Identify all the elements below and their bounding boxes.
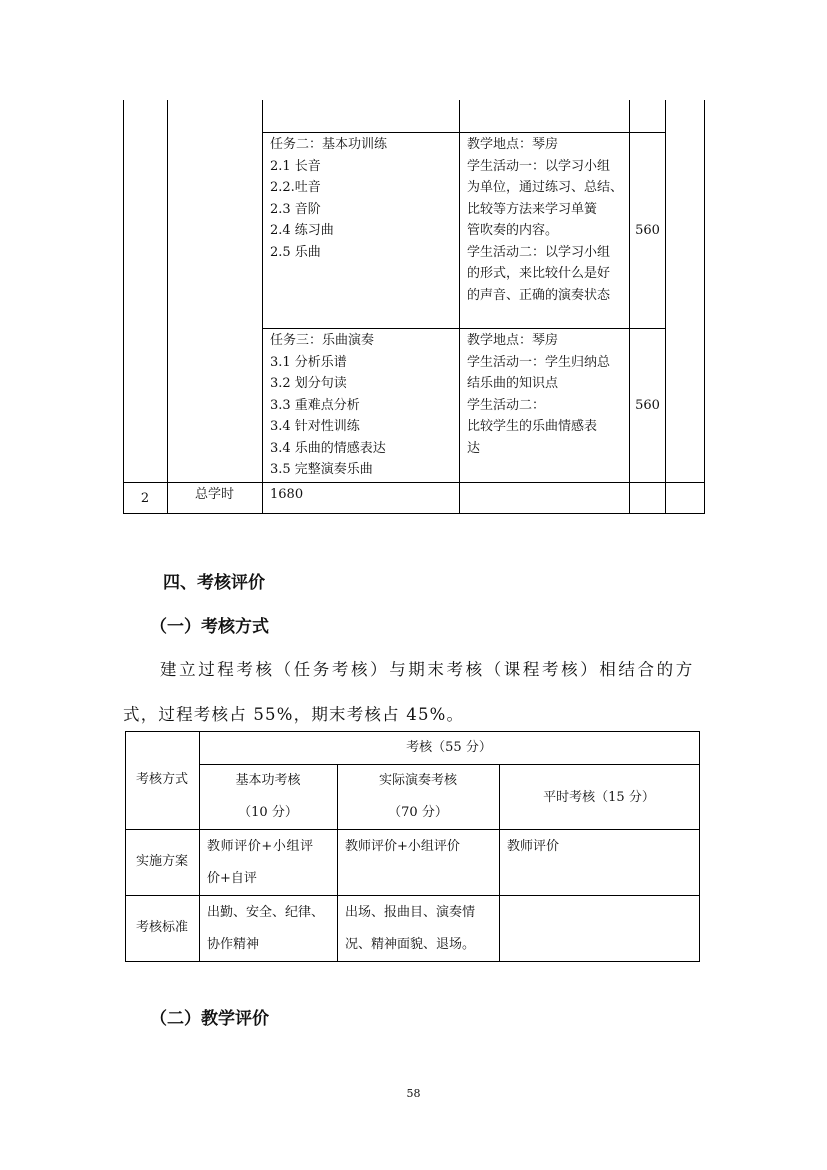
task2-activity-line: 为单位，通过练习、总结、	[467, 180, 624, 195]
row-label-standard: 考核标准	[135, 920, 188, 935]
col-basic-points: （10 分）	[238, 805, 298, 820]
standard-basic-line: 出勤、安全、纪律、	[207, 905, 325, 920]
task2-place: 教学地点：琴房	[467, 137, 559, 152]
subsection-heading: （二）教学评价	[150, 1009, 269, 1029]
task3-place: 教学地点：琴房	[467, 333, 559, 348]
task2-item: 2.3 音阶	[270, 201, 321, 217]
paragraph-line: 式，过程考核占 55%，期末考核占 45%。	[123, 705, 465, 724]
header-group: 考核（55 分）	[406, 740, 492, 755]
task2-hours: 560	[635, 223, 660, 238]
col-regular: 平时考核（15 分）	[543, 790, 655, 805]
task2-title: 任务二：基本功训练	[270, 137, 388, 152]
plan-basic-line: 价+自评	[207, 871, 257, 886]
plan-basic-line: 教师评价+小组评	[207, 839, 314, 854]
task2-activity-line: 管吹奏的内容。	[467, 223, 559, 238]
total-index: 2	[140, 491, 150, 506]
task2-activity-line: 学生活动一：以学习小组	[467, 158, 611, 174]
row-label-method: 考核方式	[135, 772, 188, 787]
task3-activity-line: 比较学生的乐曲情感表	[467, 419, 598, 434]
task2-item: 2.1 长音	[270, 158, 321, 174]
task2-item: 2.4 练习曲	[270, 223, 334, 238]
standard-performance-line: 出场、报曲目、演奏情	[345, 905, 476, 920]
task3-title: 任务三：乐曲演奏	[270, 333, 375, 348]
task2-activity-line: 的声音、正确的演奏状态	[467, 287, 611, 303]
task3-activity-line: 结乐曲的知识点	[467, 376, 559, 391]
task3-item: 3.2 划分句读	[270, 376, 347, 391]
task3-item: 3.1 分析乐谱	[270, 354, 347, 370]
task3-item: 3.4 乐曲的情感表达	[270, 440, 386, 456]
task3-activity-line: 学生活动二：	[467, 397, 546, 413]
section-heading: 四、考核评价	[163, 573, 265, 593]
total-value: 1680	[270, 487, 304, 502]
col-performance-title: 实际演奏考核	[378, 773, 457, 788]
task2-item: 2.5 乐曲	[270, 244, 321, 260]
paragraph-line: 建立过程考核（任务考核）与期末考核（课程考核）相结合的方	[160, 660, 695, 679]
task3-item: 3.4 针对性训练	[270, 419, 360, 434]
standard-performance-line: 况、精神面貌、退场。	[345, 937, 476, 952]
task2-activity-line: 的形式，来比较什么是好	[467, 266, 611, 281]
plan-regular: 教师评价	[507, 839, 560, 854]
standard-basic-line: 协作精神	[207, 937, 260, 952]
task2-item: 2.2.吐音	[270, 180, 321, 195]
task3-item: 3.3 重难点分析	[270, 397, 360, 413]
subsection-heading: （一）考核方式	[150, 617, 269, 637]
task3-activity-line: 学生活动一：学生归纳总	[467, 354, 611, 370]
task2-activity-line: 学生活动二：以学习小组	[467, 244, 611, 260]
row-label-plan: 实施方案	[135, 854, 188, 869]
page-number: 58	[406, 1087, 421, 1100]
task3-item: 3.5 完整演奏乐曲	[270, 462, 373, 477]
task2-activity-line: 比较等方法来学习单簧	[467, 201, 598, 217]
col-performance-points: （70 分）	[388, 805, 448, 820]
plan-performance: 教师评价+小组评价	[345, 839, 460, 854]
task3-activity-line: 达	[467, 440, 481, 456]
total-label: 总学时	[194, 487, 234, 502]
task3-hours: 560	[635, 398, 660, 413]
col-basic-title: 基本功考核	[235, 773, 301, 788]
